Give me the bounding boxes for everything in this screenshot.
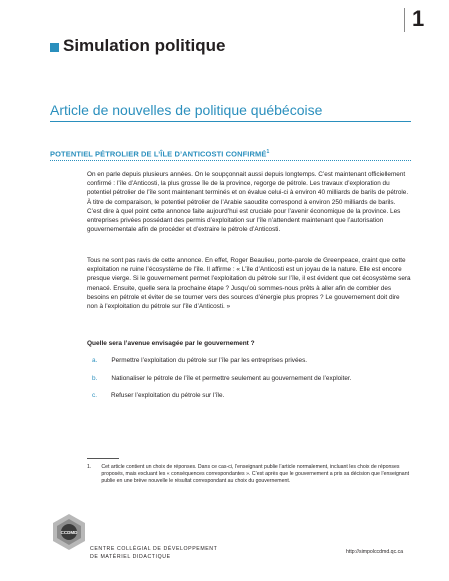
article-title-rule [50,121,411,122]
body-paragraph-1: On en parle depuis plusieurs années. On le soupçonnait aussi depuis longtemps. C’est maintenant officiellement confirmé : l’île d’Anticosti, la plus grosse île de la province, regorge de pétrole. Les travaux d’exploration du potentiel pétrolier de l’île sont maintenant terminés et on évalue celui-ci à environ 40 milliards de barils de pétrole. À titre de comparaison, le potentiel pétrolier de l’Arabie saoudite correspond à environ 250 milliards de barils. C’est dire à quel point cette annonce faite aujourd’hui est cruciale pour l’avenir économique de la province. Les entreprises privées possédant des permis d’exploitation sur l’île n’attendent maintenant que l’autorisation gouvernementale afin de procéder et d’extraire le pétrole d’Anticosti. [87,171,409,234]
option-text: Permettre l’exploitation du pétrole sur l’île par les entreprises privées. [111,357,308,364]
footnote-number: 1. [87,464,92,470]
footer-url[interactable]: http://simpolccdmd.qc.ca [346,549,404,555]
page-number-divider [404,8,405,32]
article-title: Article de nouvelles de politique québécoise [50,102,323,118]
option-letter: a. [92,357,98,364]
section-rule [50,160,411,161]
question-heading: Quelle sera l’avenue envisagée par le gouvernement ? [87,340,255,347]
option-letter: c. [92,392,97,399]
footnote-rule [87,458,119,459]
ccdmd-logo [50,513,88,551]
footnote-text: Cet article contient un choix de réponses. Dans ce cas-ci, l’enseignant publie l’article normalement, incluant les choix de réponses proposés, mais excluant les « conséquences correspondantes ». C’est après que le gouvernement a pris sa décision que l’enseignant publie en une brève nouvelle le résultat correspondant au choix du gouvernement. [101,464,410,485]
organization-line-2: DE MATÉRIEL DIDACTIQUE [90,553,171,560]
header-title: Simulation politique [63,36,226,55]
option-c [92,392,224,399]
organization-name [90,546,217,561]
option-b [92,375,351,382]
body-paragraph-2: Tous ne sont pas ravis de cette annonce. En effet, Roger Beaulieu, porte-parole de Greenpeace, craint que cette exploitation ne ruine l’écosystème de l’île. Il affirme : « L’île d’Anticosti est un joyau de la nature. Elle est encore presque vierge. Si le gouvernement permet l’exploitation du pétrole sur l’île, il est évident que cet écosystème sera menacé. Ensuite, quelle sera la prochaine étape ? Jusqu’où sommes-nous prêts à aller afin de combler des besoins en pétrole et éviter de se tourner vers des sources d’énergie plus propres ? Le gouvernement doit dire non à l’exploitation du pétrole sur l’île d’Anticosti. » [87,257,411,311]
option-letter: b. [92,375,98,382]
organization-line-1: CENTRE COLLÉGIAL DE DÉVELOPPEMENT [90,546,218,552]
option-text: Nationaliser le pétrole de l’île et permettre seulement au gouvernement de l’exploiter. [111,375,352,382]
section-heading [50,149,269,159]
footnote [87,464,411,486]
logo-text: CCDMD [60,530,78,535]
footnote-reference: 1 [266,149,270,155]
option-a [92,357,307,364]
header-square-icon [50,43,59,52]
section-heading-text: POTENTIEL PÉTROLIER DE L’ÎLE D’ANTICOSTI CONFIRMÉ [50,149,267,159]
option-text: Refuser l’exploitation du pétrole sur l’île. [110,392,225,399]
page-number: 1 [412,6,425,31]
